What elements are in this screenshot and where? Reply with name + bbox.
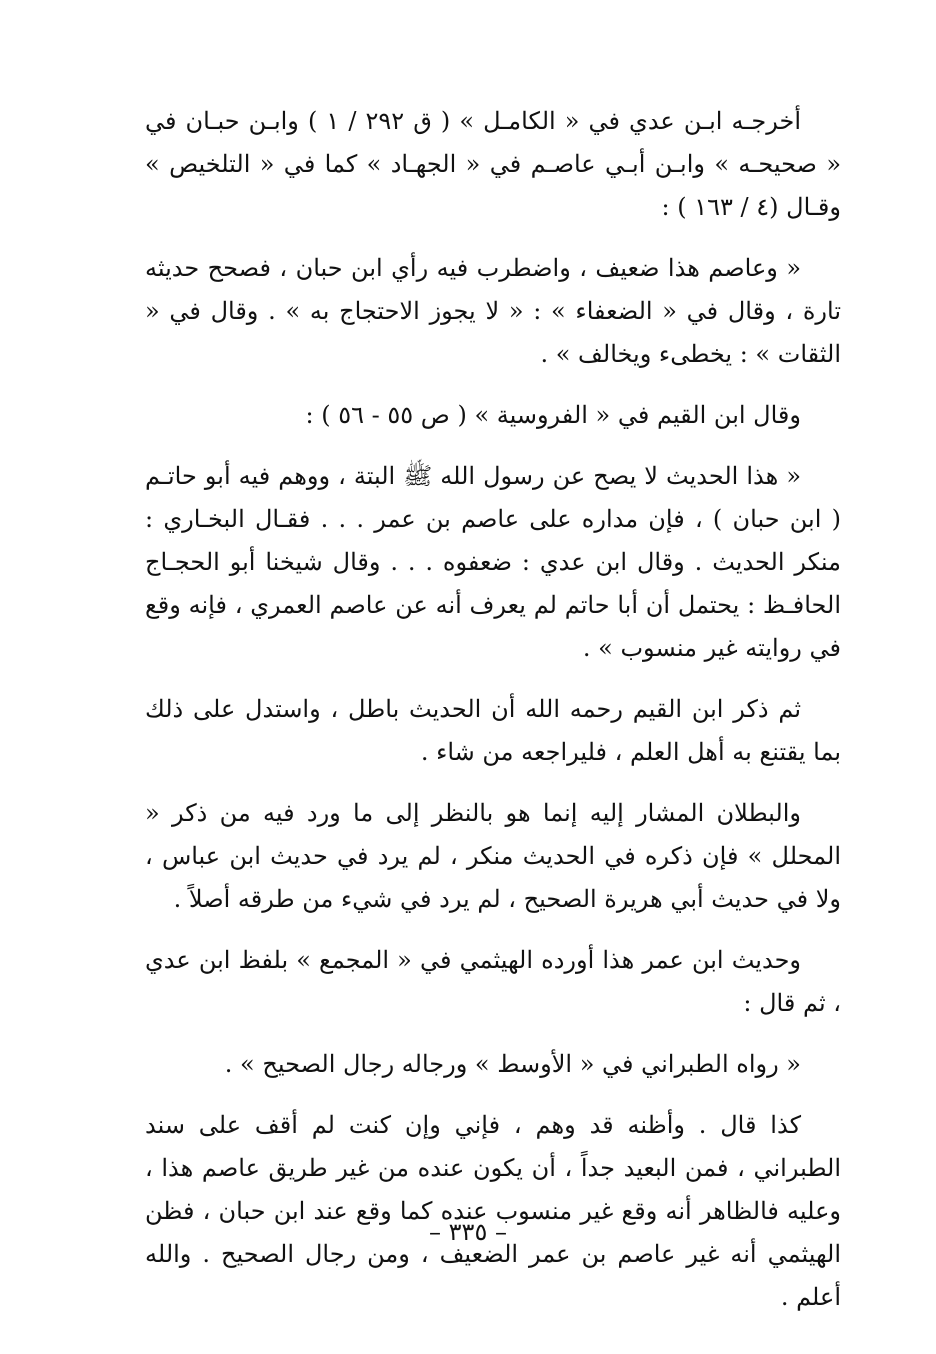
paragraph-takhrij: أخرجـه ابـن عدي في « الكامـل » ( ق ٢٩٢ / ١ ) وابـن حبـان في « صحيحـه » وابـن أبـي عاصـم في « الجهـاد » كما في « التلخيص » وقـال (٤ / ١٦٣ ) : [145,107,841,221]
paragraph-tabarani-quote: « رواه الطبراني في « الأوسط » ورجاله رجال الصحيح » . [224,1050,801,1078]
paragraph-muhallil: والبطلان المشار إليه إنما هو بالنظر إلى ما ورد فيه من ذكر « المحلل » فإن ذكره في الحديث منكر ، لم يرد في حديث ابن عباس ، ولا في حديث أبي هريرة الصحيح ، لم يرد في شيء من طرقه أصلاً . [145,799,841,913]
paragraph-haythami: وحديث ابن عمر هذا أورده الهيثمي في « المجمع » بلفظ ابن عدي ، ثم قال : [145,946,841,1017]
page-number: – ٣٣٥ – [429,1218,507,1246]
paragraph-conclusion: كذا قال . وأظنه قد وهم ، فإني وإن كنت لم أقف على سند الطبراني ، فمن البعيد جداً ، أن يكون عنده من غير طريق عاصم هذا ، وعليه فالظاهر أنه وقع غير منسوب عنده كما وقع عند ابن حبان ، فظن الهيثمي أنه غير عاصم بن عمر الضعيف ، ومن رجال الصحيح . والله أعلم . [145,1111,841,1311]
paragraph-ibn-qayyim-intro: وقال ابن القيم في « الفروسية » ( ص ٥٥ - ٥٦ ) : [305,401,801,429]
paragraph-asim-weakness: « وعاصم هذا ضعيف ، واضطرب فيه رأي ابن حبان ، فصحح حديثه تارة ، وقال في « الضعفاء » : « لا يجوز الاحتجاج به » . وقال في « الثقات » : يخطىء ويخالف » . [145,254,841,368]
paragraph-batil: ثم ذكر ابن القيم رحمه الله أن الحديث باطل ، واستدل على ذلك بما يقتنع به أهل العلم ، فليراجعه من شاء . [145,695,841,766]
paragraph-ibn-qayyim-quote: « هذا الحديث لا يصح عن رسول الله ﷺ البتة ، ووهم فيه أبو حاتـم ( ابن حبان ) ، فإن مداره على عاصم بن عمر . . . فقـال البخـاري : منكر الحديث . وقال ابن عدي : ضعفوه . . . وقال شيخنا أبو الحجـاج الحافـظ : يحتمل أن أبا حاتم لم يعرف أنه عن عاصم العمري ، فإنه وقع في روايته غير منسوب » . [145,462,841,662]
